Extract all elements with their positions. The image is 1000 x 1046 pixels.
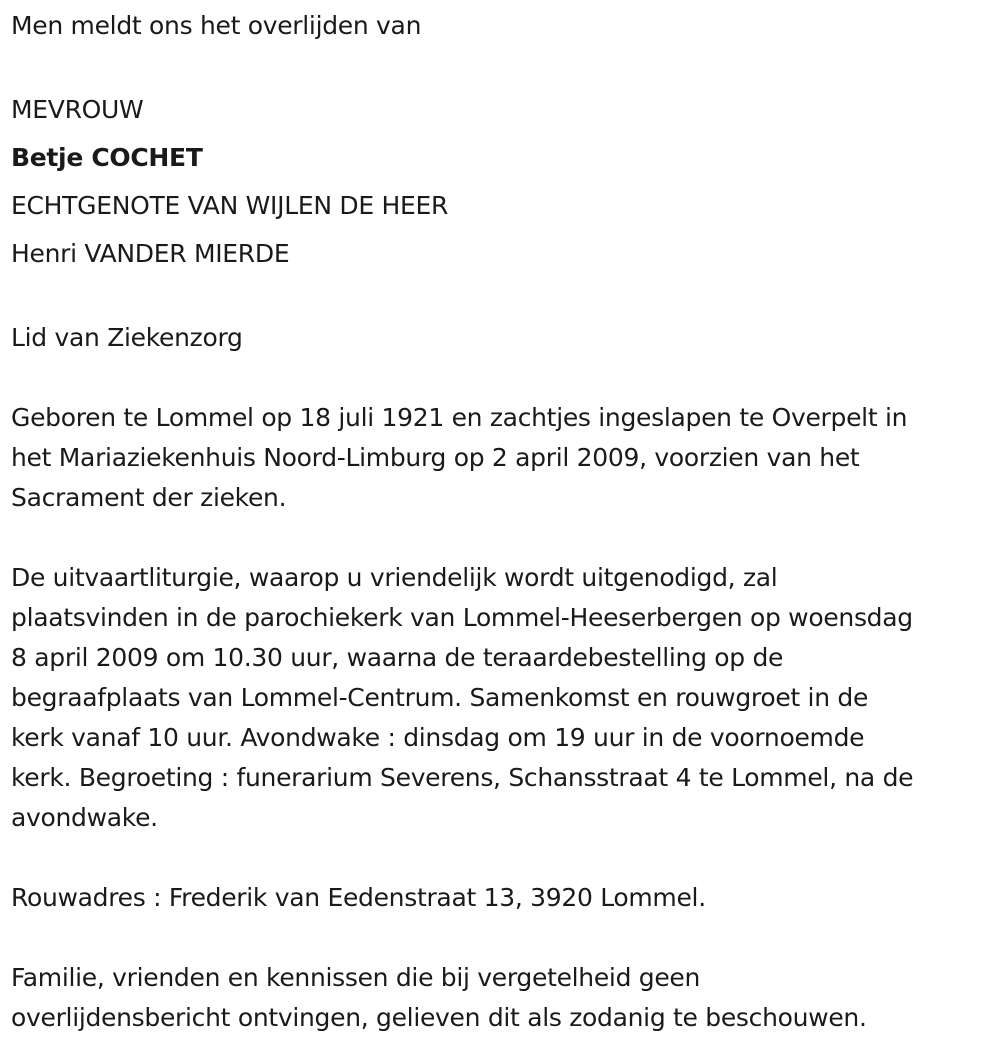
spacer <box>11 358 1000 398</box>
spacer <box>11 918 1000 958</box>
birth-death-paragraph <box>11 398 1000 518</box>
paragraph-line: overlijdensbericht ontvingen, gelieven dit als zodanig te beschouwen. <box>11 1003 867 1032</box>
spacer <box>11 838 1000 878</box>
paragraph-line: begraafplaats van Lommel-Centrum. Samenkomst en rouwgroet in de <box>11 683 869 712</box>
membership-text: Lid van Ziekenzorg <box>11 323 243 352</box>
funeral-paragraph <box>11 558 1000 838</box>
paragraph-line: het Mariaziekenhuis Noord-Limburg op 2 april 2009, voorzien van het <box>11 443 860 472</box>
paragraph-line: avondwake. <box>11 803 158 832</box>
paragraph-line: Familie, vrienden en kennissen die bij vergetelheid geen <box>11 963 701 992</box>
paragraph-line: Sacrament der zieken. <box>11 483 287 512</box>
intro-text: Men meldt ons het overlijden van <box>11 11 422 40</box>
paragraph-line: De uitvaartliturgie, waarop u vriendelijk wordt uitgenodigd, zal <box>11 563 778 592</box>
honorific: MEVROUW <box>11 95 144 124</box>
closing-paragraph <box>11 958 1000 1038</box>
mourning-address: Rouwadres : Frederik van Eedenstraat 13, 3920 Lommel. <box>11 883 706 912</box>
deceased-name: Betje COCHET <box>11 143 203 172</box>
relation-text: ECHTGENOTE VAN WIJLEN DE HEER <box>11 191 449 220</box>
spacer <box>11 46 1000 86</box>
paragraph-line: kerk vanaf 10 uur. Avondwake : dinsdag om 19 uur in de voornoemde <box>11 723 865 752</box>
paragraph-line: kerk. Begroeting : funerarium Severens, Schansstraat 4 te Lommel, na de <box>11 763 914 792</box>
paragraph-line: plaatsvinden in de parochiekerk van Lommel-Heeserbergen op woensdag <box>11 603 913 632</box>
spacer <box>11 278 1000 318</box>
paragraph-line: Geboren te Lommel op 18 juli 1921 en zachtjes ingeslapen te Overpelt in <box>11 403 908 432</box>
spacer <box>11 518 1000 558</box>
spouse-name: Henri VANDER MIERDE <box>11 239 290 268</box>
paragraph-line: 8 april 2009 om 10.30 uur, waarna de teraardebestelling op de <box>11 643 784 672</box>
